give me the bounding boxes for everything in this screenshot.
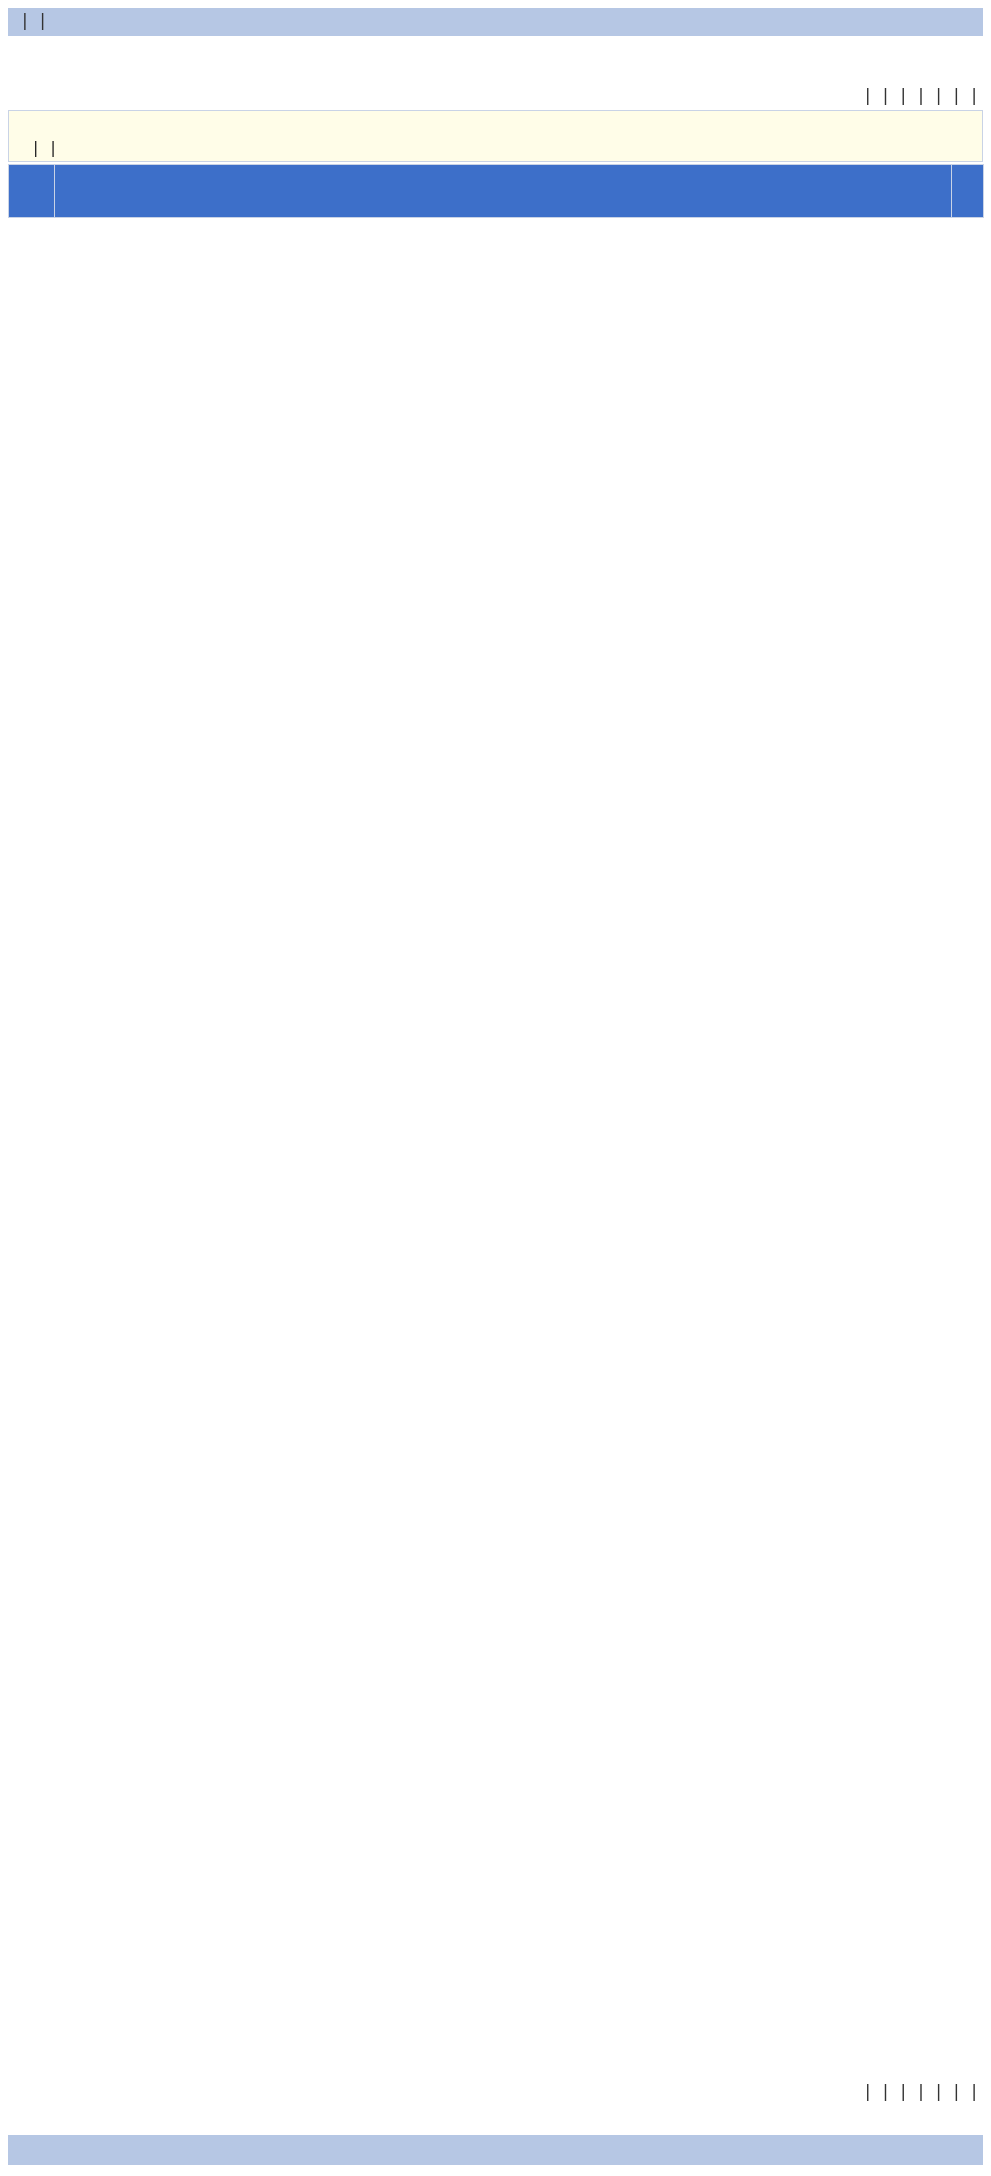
period-selector-top: | | | | | | |	[864, 86, 977, 106]
access-header	[952, 165, 984, 218]
ranking-table	[8, 164, 984, 218]
separator: |	[39, 11, 46, 31]
pager: | |	[33, 138, 56, 157]
period-selector-bottom: | | | | | | |	[864, 2082, 977, 2102]
page-heading	[0, 62, 991, 82]
footer-bar	[8, 2135, 983, 2165]
title-header	[55, 165, 952, 218]
top-nav-bar	[8, 8, 983, 36]
table-header-row	[9, 165, 984, 218]
rank-header	[9, 165, 55, 218]
separator: |	[22, 11, 28, 31]
page-info-top	[8, 110, 983, 162]
